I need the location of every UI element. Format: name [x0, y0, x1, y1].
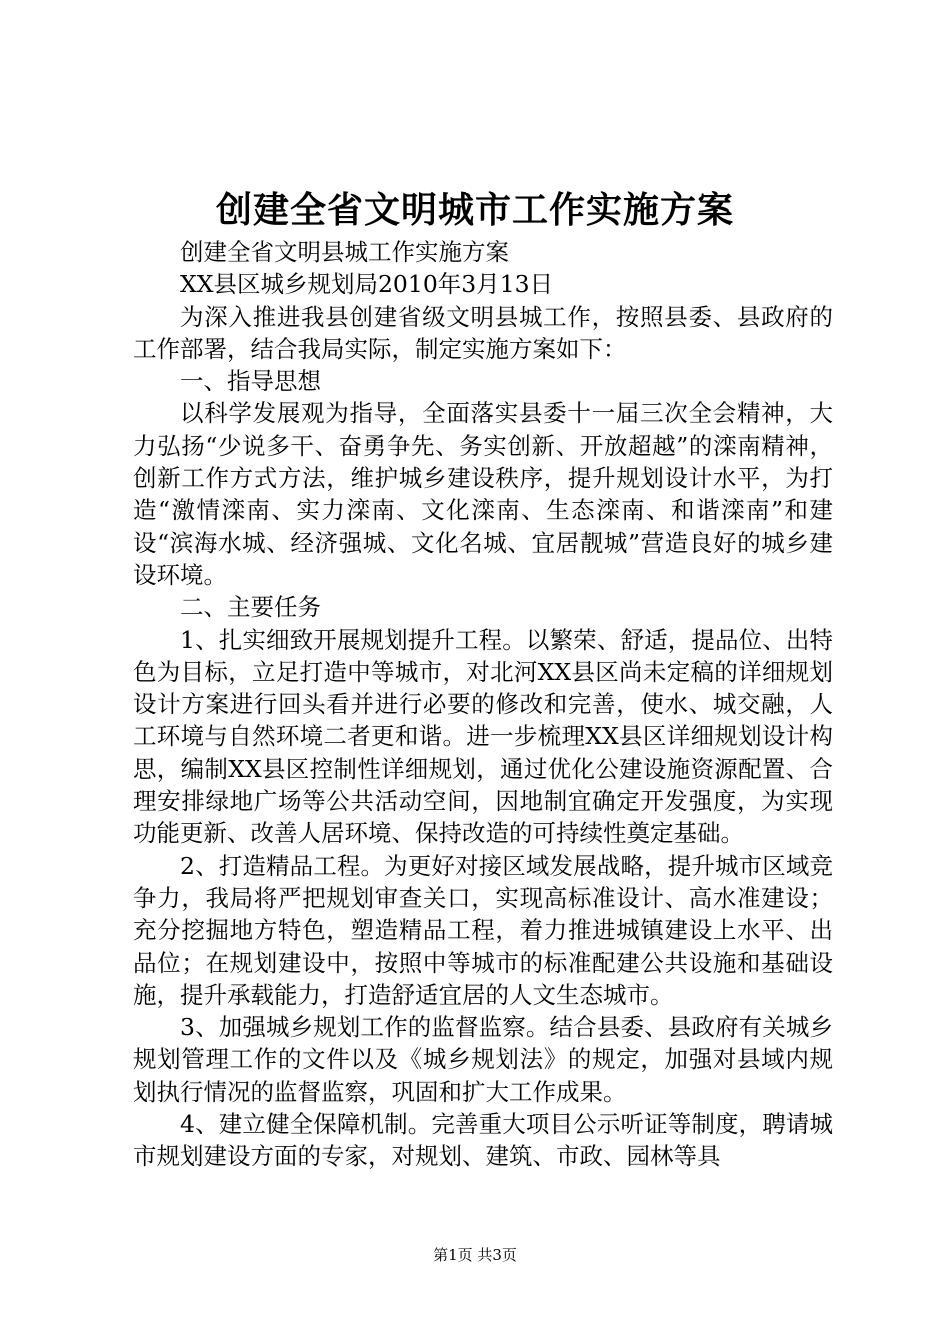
page-number-footer: 第1页 共3页 — [433, 1246, 517, 1264]
intro-paragraph: 为深入推进我县创建省级文明县城工作，按照县委、县政府的工作部署，结合我局实际，制定实施方案如下： — [133, 302, 833, 363]
author-date-paragraph: XX县区城乡规划局2010年3月13日 — [180, 270, 554, 299]
subtitle-paragraph: 创建全省文明县城工作实施方案 — [180, 238, 509, 266]
task-3-paragraph: 3、加强城乡规划工作的监督监察。结合县委、县政府有关城乡规划管理工作的文件以及《城乡规划法》的规定，加强对县域内规划执行情况的监督监察，巩固和扩大工作成果。 — [133, 1013, 833, 1106]
guiding-ideology-paragraph: 以科学发展观为指导，全面落实县委十一届三次全会精神，大力弘扬“少说多干、奋勇争先、务实创新、开放超越”的滦南精神，创新工作方式方法，维护城乡建设秩序，提升规划设计水平，为打造“激情滦南、实力滦南、文化滦南、生态滦南、和谐滦南”和建设“滨海水城、经济强城、文化名城、宜居靓城”营造良好的城乡建设环境。 — [133, 399, 833, 589]
section-heading-main-tasks: 二、主要任务 — [180, 593, 321, 622]
document-body — [133, 236, 833, 1173]
task-1-paragraph: 1、扎实细致开展规划提升工程。以繁荣、舒适，提品位、出特色为目标，立足打造中等城市，对北河XX县区尚未定稿的详细规划设计方案进行回头看并进行必要的修改和完善，使水、城交融，人工环境与自然环境二者更和谐。进一步梳理XX县区详细规划设计构思，编制XX县区控制性详细规划，通过优化公建设施资源配置、合理安排绿地广场等公共活动空间，因地制宜确定开发强度，为实现功能更新、改善人居环境、保持改造的可持续性奠定基础。 — [133, 625, 833, 848]
task-2-paragraph: 2、打造精品工程。为更好对接区域发展战略，提升城市区域竞争力，我局将严把规划审查关口，实现高标准设计、高水准建设；充分挖掘地方特色，塑造精品工程，着力推进城镇建设上水平、出品位；在规划建设中，按照中等城市的标准配建公共设施和基础设施，提升承载能力，打造舒适宜居的人文生态城市。 — [133, 851, 833, 1009]
task-4-paragraph: 4、建立健全保障机制。完善重大项目公示听证等制度，聘请城市规划建设方面的专家，对规划、建筑、市政、园林等具 — [133, 1110, 833, 1171]
section-heading-guiding-ideology: 一、指导思想 — [180, 367, 321, 396]
document-title: 创建全省文明城市工作实施方案 — [215, 189, 734, 231]
